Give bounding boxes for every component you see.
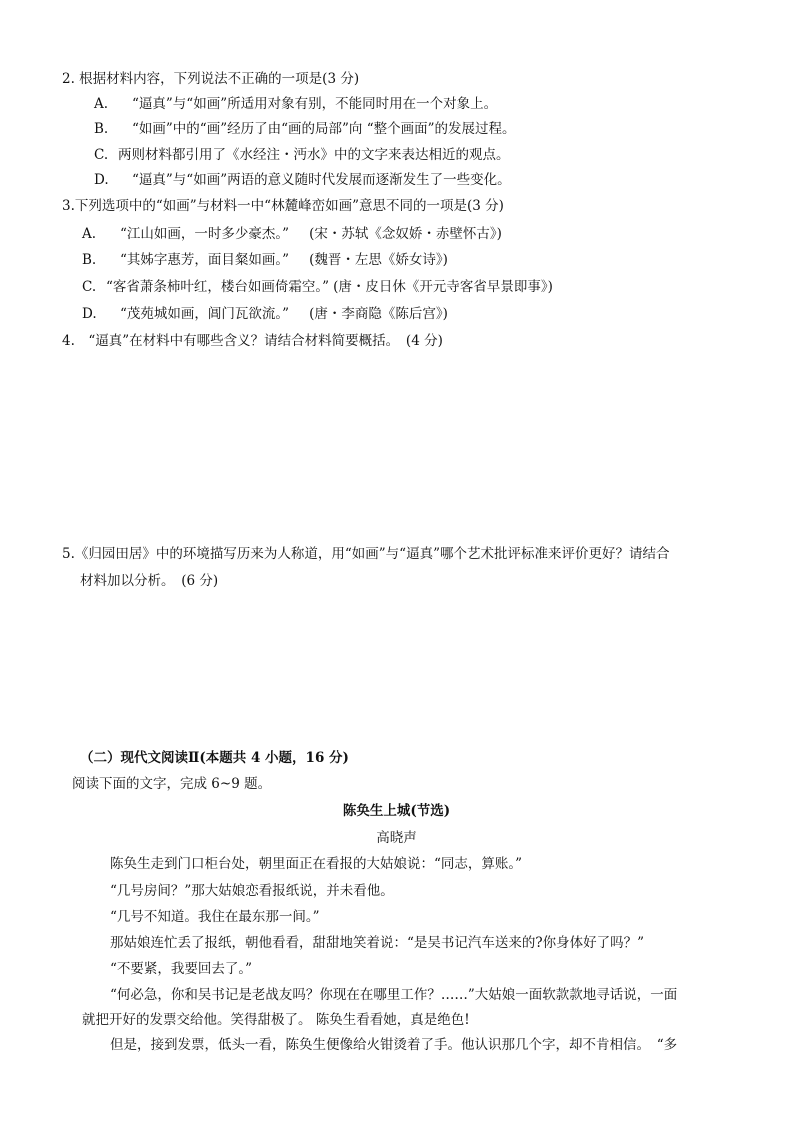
- passage-paragraph: 陈奂生走到门口柜台处，朝里面正在看报的大姑娘说：“同志，算账。”: [110, 856, 523, 872]
- option-text: “如画”中的“画”经历了由“画的局部”向 “整个画面”的发展过程。: [132, 121, 516, 137]
- section-heading: （二）现代文阅读Ⅱ(本题共 4 小题，16 分): [80, 750, 349, 766]
- option-text: 两则材料都引用了《水经注・沔水》中的文字来表达相近的观点。: [118, 147, 510, 163]
- section-instruction: 阅读下面的文字，完成 6~9 题。: [72, 776, 272, 792]
- passage-author: 高晓声: [376, 830, 417, 846]
- q3-option-c: [82, 281, 553, 295]
- option-label: A.: [82, 226, 97, 242]
- option-text: “茂苑城如画，阊门瓦欲流。”: [120, 306, 290, 322]
- option-source: (唐・李商隐《陈后宫》): [309, 306, 448, 322]
- option-text: “客省萧条柿叶红，楼台如画倚霜空。”: [106, 279, 330, 295]
- option-source: (宋・苏轼《念奴娇・赤壁怀古》): [309, 226, 502, 242]
- option-text: “逼真”与“如画”两语的意义随时代发展而逐渐发生了一些变化。: [132, 172, 511, 188]
- passage-paragraph: “几号不知道。我住在最东那一间。”: [110, 909, 320, 925]
- passage-paragraph: “何必急，你和吴书记是老战友吗？你现在在哪里工作？……”大姑娘一面软款款地寻话说，一面: [110, 987, 678, 1003]
- q3-option-d: [82, 308, 448, 322]
- option-source: (魏晋・左思《娇女诗》): [309, 252, 448, 268]
- passage-paragraph: 就把开好的发票交给他。笑得甜极了。 陈奂生看看她，真是绝色!: [82, 1012, 470, 1028]
- option-label: B.: [82, 252, 97, 268]
- option-label: D.: [94, 172, 109, 188]
- q2-option-a: [94, 98, 497, 112]
- q2-stem: 2. 根据材料内容，下列说法不正确的一项是(3 分): [62, 71, 360, 87]
- passage-paragraph: 但是，接到发票，低头一看，陈奂生便像给火钳烫着了手。他认识那几个字，却不肯相信。 “多: [110, 1037, 678, 1053]
- passage-paragraph: “几号房间？”那大姑娘恋看报纸说，并未看他。: [110, 883, 394, 899]
- q2-option-b: [94, 123, 516, 137]
- q4-stem: 4. “逼真”在材料中有哪些含义？请结合材料简要概括。 (4 分): [62, 333, 443, 349]
- passage-title: 陈奂生上城(节选): [342, 803, 451, 819]
- option-label: C.: [94, 147, 109, 163]
- passage-paragraph: “不要紧，我要回去了。”: [110, 961, 253, 977]
- q2-option-c: [94, 149, 510, 163]
- passage-paragraph: 那姑娘连忙丢了报纸，朝他看看，甜甜地笑着说：“是吴书记汽车送来的?你身体好了吗？”: [110, 935, 645, 951]
- option-text: “逼真”与“如画”所适用对象有别，不能同时用在一个对象上。: [132, 96, 498, 112]
- option-label: D.: [82, 306, 97, 322]
- q2-option-d: [94, 174, 511, 188]
- q3-option-a: [82, 228, 502, 242]
- option-label: C.: [82, 279, 97, 295]
- option-label: B.: [94, 121, 109, 137]
- option-text: “其姊字惠芳，面目粲如画。”: [120, 252, 290, 268]
- q5-stem-line2: 材料加以分析。 (6 分): [80, 573, 219, 589]
- option-label: A.: [94, 96, 109, 112]
- q3-stem: 3.下列选项中的“如画”与材料一中“林麓峰峦如画”意思不同的一项是(3 分): [62, 198, 504, 214]
- option-source: (唐・皮日休《开元寺客省早景即事》): [333, 279, 553, 295]
- option-text: “江山如画，一时多少豪杰。”: [120, 226, 290, 242]
- q3-option-b: [82, 254, 448, 268]
- q5-stem-line1: 5.《归园田居》中的环境描写历来为人称道，用“如画”与“逼真”哪个艺术批评标准来评价更好？请结合: [62, 546, 670, 562]
